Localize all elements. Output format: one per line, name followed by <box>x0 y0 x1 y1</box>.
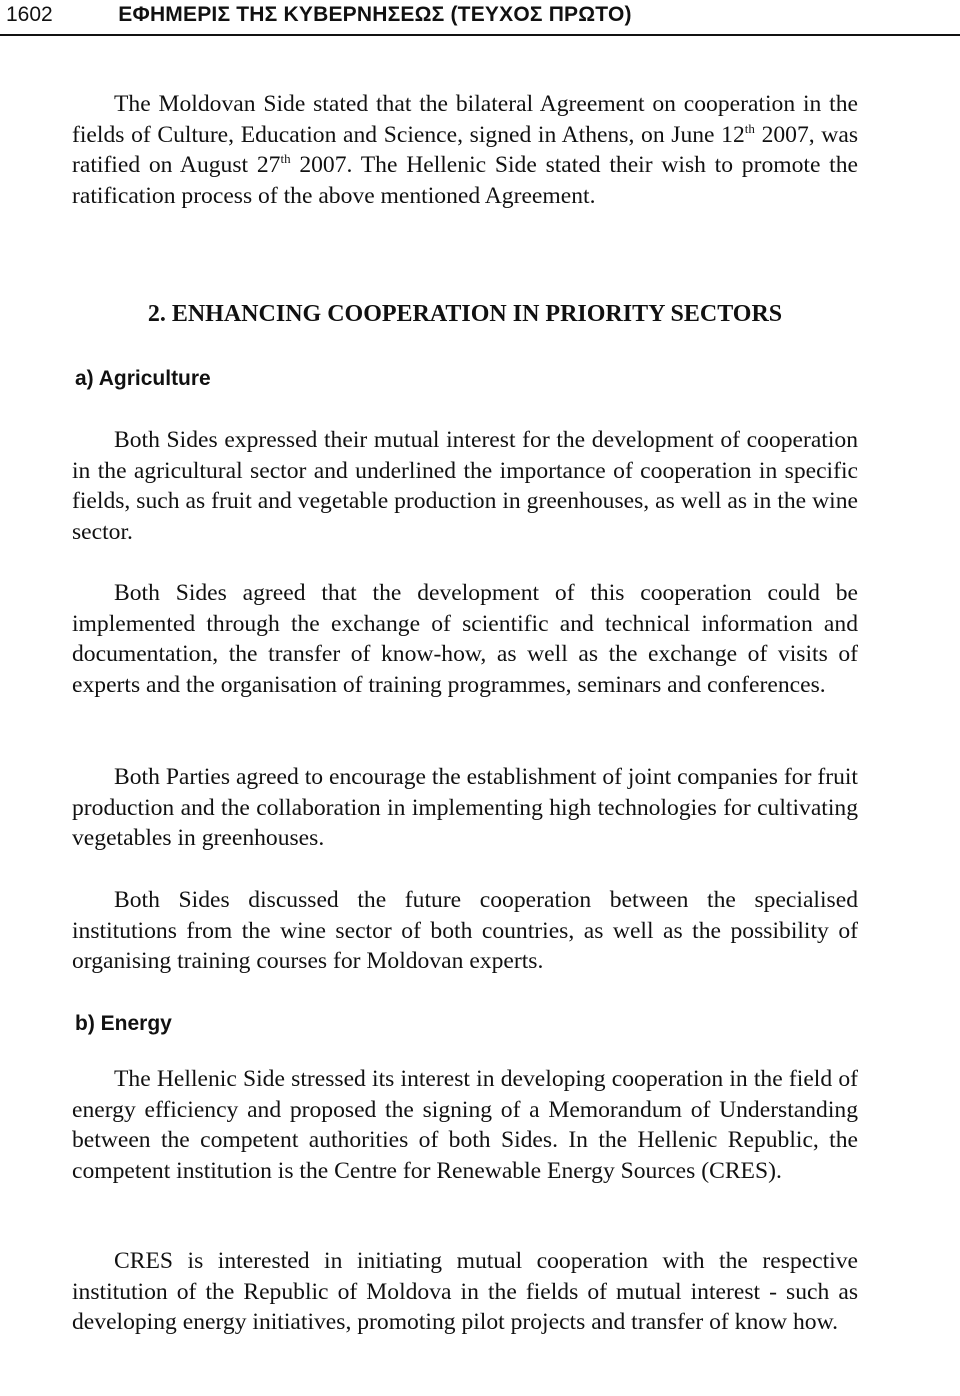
ordinal-sup: th <box>744 120 755 136</box>
energy-block-1 <box>72 1064 858 1187</box>
agri-paragraph-2: Both Sides agreed that the development of this cooperation could be implemented through the exchange of scientific and technical information and documentation, the transfer of know-how, as well as the exchange of visits of experts and the organisation of training programmes, seminars and conferences. <box>72 580 858 699</box>
agriculture-heading: a) Agriculture <box>75 367 211 390</box>
intro-text-1: The Moldovan Side stated that the bilateral Agreement on cooperation in the fields of Culture, Education and Science, signed in Athens, on June 12 <box>72 91 858 148</box>
intro-paragraph <box>72 89 858 212</box>
section-title: 2. ENHANCING COOPERATION IN PRIORITY SECTORS <box>147 301 783 327</box>
ordinal-sup: th <box>280 151 291 167</box>
intro-text-2: 2007, was ratified on August 27 <box>72 121 858 179</box>
energy-block-2 <box>72 1246 858 1338</box>
energy-paragraph-1: The Hellenic Side stressed its interest in developing cooperation in the field of energy efficiency and proposed the signing of a Memorandum of Understanding between the competent authorities of both Sides. In the Hellenic Republic, the competent institution is the Centre for Renewable Energy Sources (CRES). <box>72 1066 858 1185</box>
energy-heading: b) Energy <box>75 1012 172 1035</box>
intro-text-3: 2007. The Hellenic Side stated their wish to promote the ratification process of the above mentioned Agreement. <box>72 152 858 210</box>
page-header <box>0 0 960 36</box>
agri-block-3 <box>72 762 858 854</box>
agri-block-4 <box>72 885 858 977</box>
agri-block-2 <box>72 578 858 701</box>
agri-paragraph-1: Both Sides expressed their mutual interest for the development of cooperation in the agricultural sector and underlined the importance of cooperation in specific fields, such as fruit and vegetable production in greenhouses, as well as in the wine sector. <box>72 427 858 546</box>
intro-block <box>72 89 858 212</box>
agri-paragraph-4: Both Sides discussed the future cooperation between the specialised institutions from the wine sector of both countries, as well as the possibility of organising training courses for Moldovan experts. <box>72 887 858 975</box>
energy-paragraph-2: CRES is interested in initiating mutual cooperation with the respective institution of the Republic of Moldova in the fields of mutual interest - such as developing energy initiatives, promoting pilot projects and transfer of know how. <box>72 1248 858 1336</box>
page-number: 1602 <box>6 3 53 26</box>
agri-paragraph-3: Both Parties agreed to encourage the establishment of joint companies for fruit production and the collaboration in implementing high technologies for cultivating vegetables in greenhouses. <box>72 764 858 852</box>
gazette-title: ΕΦΗΜΕΡΙΣ ΤΗΣ ΚΥΒΕΡΝΗΣΕΩΣ (ΤΕΥΧΟΣ ΠΡΩΤΟ) <box>118 3 632 26</box>
agri-block-1 <box>72 425 858 548</box>
